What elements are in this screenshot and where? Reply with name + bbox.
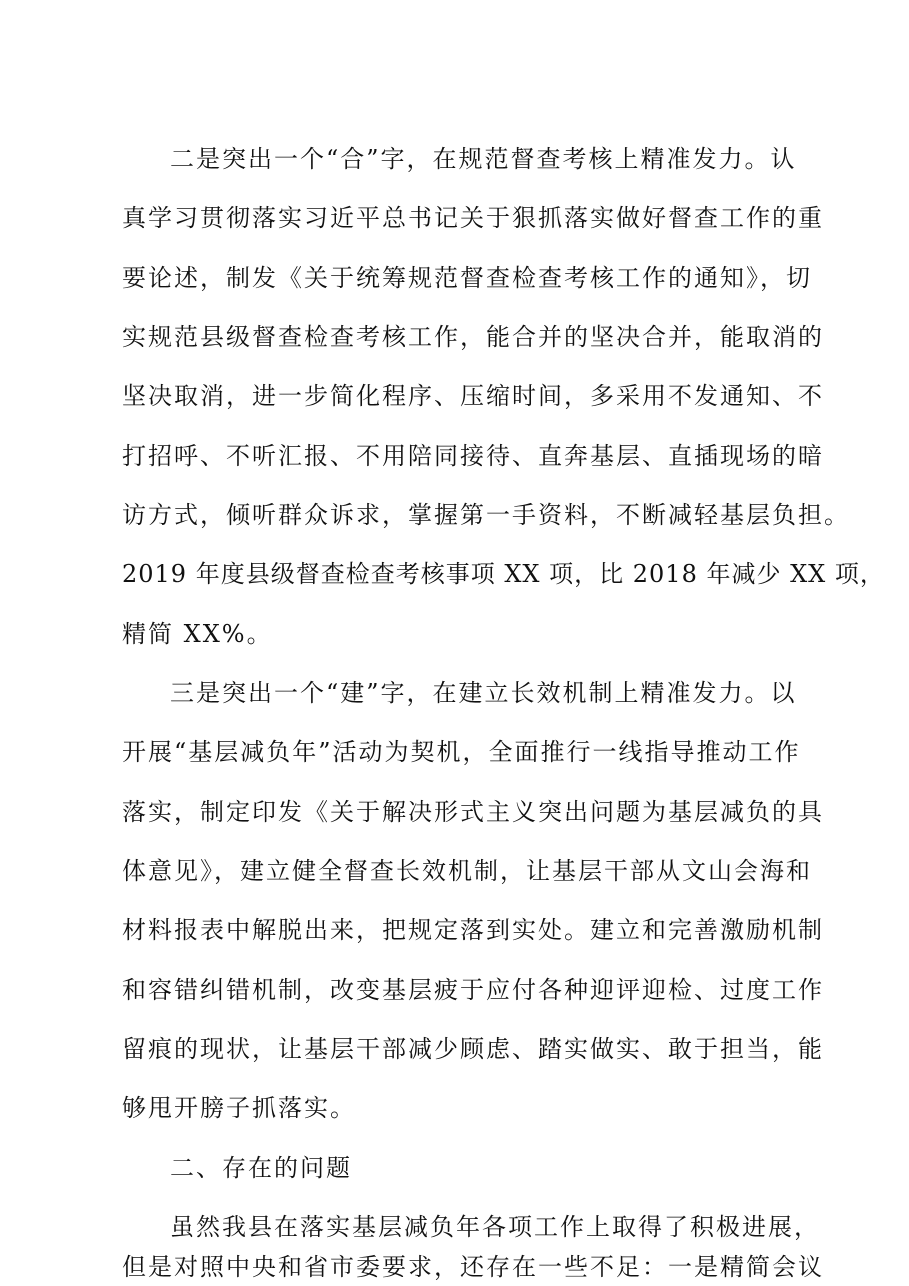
paragraph-line: 材料报表中解脱出来，把规定落到实处。建立和完善激励机制	[122, 916, 824, 944]
paragraph-line: 和容错纠错机制，改变基层疲于应付各种迎评迎检、过度工作	[122, 976, 824, 1004]
paragraph-line: 打招呼、不听汇报、不用陪同接待、直奔基层、直插现场的暗	[122, 442, 824, 470]
paragraph-line: 2019 年度县级督查检查考核事项 XX 项，比 2018 年减少 XX 项，	[122, 560, 885, 588]
paragraph-line: 访方式，倾听群众诉求，掌握第一手资料，不断减轻基层负担。	[122, 501, 850, 529]
paragraph-line: 实规范县级督查检查考核工作，能合并的坚决合并，能取消的	[122, 323, 824, 351]
paragraph-line: 落实，制定印发《关于解决形式主义突出问题为基层减负的具	[122, 798, 824, 826]
paragraph-line: 精简 XX%。	[122, 620, 273, 648]
paragraph-line: 留痕的现状，让基层干部减少顾虑、踏实做实、敢于担当，能	[122, 1035, 824, 1063]
paragraph-line: 要论述，制发《关于统筹规范督查检查考核工作的通知》，切	[122, 264, 812, 292]
paragraph-line: 但是对照中央和省市委要求，还存在一些不足：一是精简会议	[122, 1253, 824, 1281]
paragraph-line: 二是突出一个“合”字，在规范督查考核上精准发力。认	[170, 145, 797, 173]
paragraph-line: 体意见》，建立健全督查长效机制，让基层干部从文山会海和	[122, 857, 812, 885]
section-heading: 二、存在的问题	[170, 1154, 352, 1182]
paragraph-line: 虽然我县在落实基层减负年各项工作上取得了积极进展，	[170, 1213, 820, 1241]
paragraph-line: 三是突出一个“建”字，在建立长效机制上精准发力。以	[170, 679, 797, 707]
paragraph-line: 坚决取消，进一步简化程序、压缩时间，多采用不发通知、不	[122, 382, 824, 410]
paragraph-line: 开展“基层减负年”活动为契机，全面推行一线指导推动工作	[122, 738, 801, 766]
paragraph-line: 够甩开膀子抓落实。	[122, 1094, 356, 1122]
paragraph-line: 真学习贯彻落实习近平总书记关于狠抓落实做好督查工作的重	[122, 204, 824, 232]
